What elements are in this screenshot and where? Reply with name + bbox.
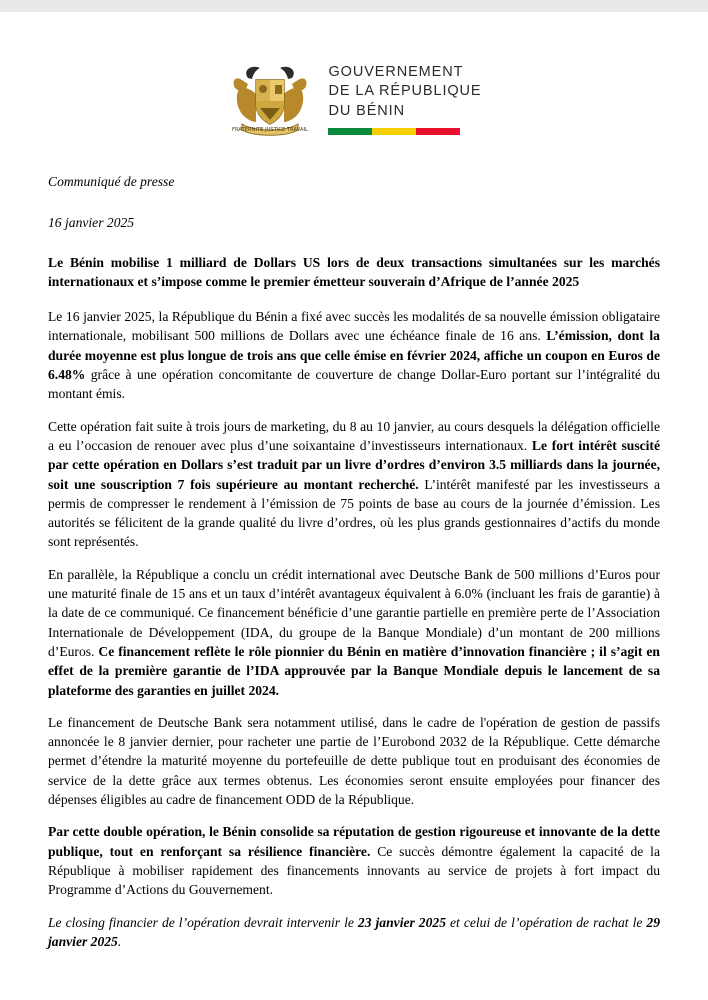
text-run: En parallèle, la République a conclu un crédit international avec Deutsche Bank de 500 millions d’Euros pour une maturité finale de 15 ans et un taux d’intérêt avantageux équivalent à 6.0% (incluant les frais de garantie) à la date de ce communiqué. Ce financement bénéficie d’une garantie partielle en première perte de l’Association Internationale de Développement (IDA, du groupe de la Banque Mondiale) d’un montant de 200 millions d’Euros. bbox=[48, 566, 660, 659]
emphasis-run: 23 janvier 2025 bbox=[357, 914, 446, 930]
svg-text:FRATERNITE JUSTICE TRAVAIL: FRATERNITE JUSTICE TRAVAIL bbox=[232, 127, 309, 133]
text-run: Cette opération fait suite à trois jours de marketing, du 8 au 10 janvier, au cours desquels la délégation officielle a eu l’occasion de renouer avec plus d’une soixantaine d’investisseurs internationaux. bbox=[48, 418, 660, 453]
wordmark-line-3: DU BÉNIN bbox=[328, 102, 405, 119]
emphasis-run: Ce financement reflète le rôle pionnier du Bénin en matière d’innovation financière ; il s’agit en effet de la première garantie de l’IDA approuvée par la Banque Mondiale depuis le lancement de sa plateforme des garanties en juillet 2024. bbox=[48, 643, 660, 698]
text-run: Le 16 janvier 2025, la République du Bénin a fixé avec succès les modalités de sa nouvelle émission obligataire internationale, mobilisant 500 millions de Dollars avec une échéance finale de 16 ans. bbox=[48, 309, 660, 344]
document-closing bbox=[48, 913, 660, 952]
flag-stripe-red bbox=[416, 128, 460, 135]
paragraph bbox=[48, 417, 660, 552]
text-run: Ce succès démontre également la capacité de la République à mobiliser rapidement des financements innovants au service de projets à fort impact du Programme d’Actions du Gouvernement. bbox=[48, 843, 660, 898]
benin-flag-bar bbox=[328, 128, 460, 135]
browser-chrome-strip bbox=[0, 0, 708, 12]
wordmark bbox=[328, 63, 481, 134]
text-run: Le financement de Deutsche Bank sera notamment utilisé, dans le cadre de l'opération de gestion de passifs annoncée le 8 janvier dernier, pour racheter une partie de l’Eurobond 2032 de la République. Cette démarche permet d’étendre la maturité moyenne du portefeuille de dette publique tout en produisant des économies de service de la dette grâce aux termes obtenus. Les économies seront ensuite employées pour financer des dépenses éligibles au cadre de financement ODD de la République. bbox=[48, 714, 660, 808]
document-headline: Le Bénin mobilise 1 milliard de Dollars US lors de deux transactions simultanées sur les marchés internationaux et s’impose comme le premier émetteur souverain d’Afrique de l’année 2025 bbox=[48, 254, 660, 289]
emphasis-run: Par cette double opération, le Bénin consolide sa réputation de gestion rigoureuse et innovante de la dette publique, tout en renforçant sa résilience financière. bbox=[48, 824, 660, 859]
text-run: Le closing financier de l’opération devrait intervenir le bbox=[48, 914, 358, 930]
paragraph-list bbox=[48, 307, 660, 899]
document-date: 16 janvier 2025 bbox=[48, 215, 135, 231]
document-body bbox=[48, 150, 660, 951]
text-run: . bbox=[117, 933, 122, 949]
emphasis-run: Le fort intérêt suscité par cette opération en Dollars s’est traduit par un livre d’ordres d’environ 3.5 milliards dans la journée, soit une souscription 7 fois supérieure au montant recherché. bbox=[48, 437, 660, 492]
paragraph bbox=[48, 307, 660, 403]
emphasis-run: 29 janvier 2025 bbox=[48, 914, 661, 949]
text-run: L’intérêt manifesté par les investisseurs a permis de compresser le rendement à l’émission de 75 points de base au cours de la journée d’émission. Les autorités se félicitent de la grande qualité du livre d’ordres, où les plus grands gestionnaires d’actifs du monde sont représentés. bbox=[48, 476, 660, 550]
text-run: et celui de l’opération de rachat le bbox=[446, 914, 647, 930]
wordmark-line-2: DE LA RÉPUBLIQUE bbox=[328, 83, 482, 100]
wordmark-line-1: GOUVERNEMENT bbox=[328, 64, 464, 81]
paragraph bbox=[48, 713, 660, 809]
letterhead bbox=[48, 12, 660, 150]
emphasis-run: L’émission, dont la durée moyenne est plus longue de trois ans que celle émise en février 2024, affiche un coupon en Euros de 6.48% bbox=[48, 328, 660, 383]
benin-coat-of-arms-icon bbox=[226, 58, 314, 140]
paragraph bbox=[48, 822, 660, 899]
document-page bbox=[0, 12, 708, 951]
flag-stripe-yellow bbox=[372, 128, 416, 135]
flag-stripe-green bbox=[328, 128, 372, 135]
text-run: grâce à une opération concomitante de couverture de change Dollar-Euro portant sur l’intégralité du montant émis. bbox=[48, 367, 660, 402]
document-kicker: Communiqué de presse bbox=[48, 174, 175, 189]
paragraph bbox=[48, 565, 660, 700]
